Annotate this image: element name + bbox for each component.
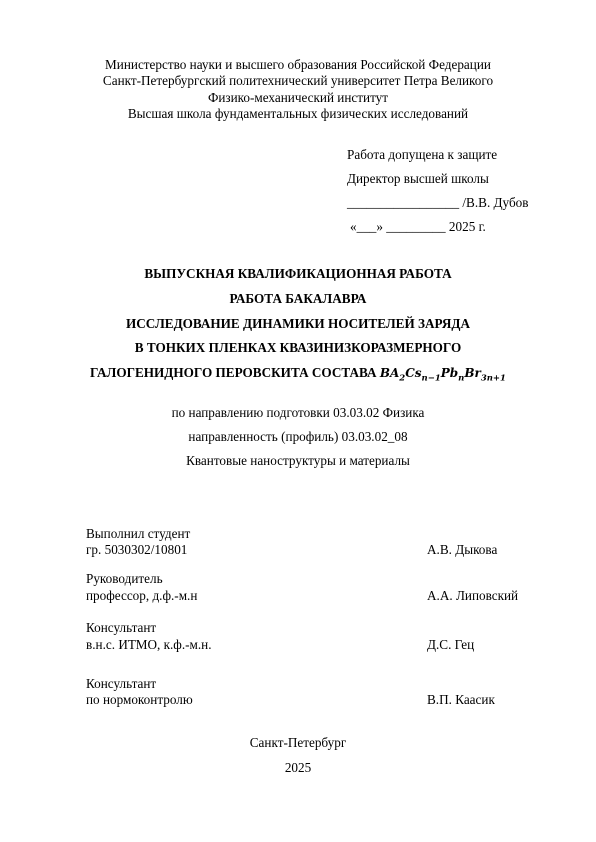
approval-date-line: «___» _________ 2025 г.	[350, 219, 486, 234]
consultant-title: в.н.с. ИТМО, к.ф.-м.н.	[86, 637, 212, 652]
student-group: гр. 5030302/10801	[86, 542, 188, 557]
institute-line: Физико-механический институт	[207, 90, 389, 105]
student-name: А.В. Дыкова	[427, 542, 498, 557]
direction-line: по направлению подготовки 03.03.02 Физика	[171, 405, 425, 420]
school-line: Высшая школа фундаментальных физических исследований	[127, 106, 469, 121]
consultant-role: Консультант	[86, 620, 157, 635]
approval-admitted: Работа допущена к защите	[347, 147, 498, 162]
normcontrol-name: В.П. Каасик	[427, 692, 495, 707]
city: Санкт-Петербург	[249, 735, 347, 750]
supervisor-name: А.А. Липовский	[427, 588, 519, 603]
approval-signature-line: _________________ /В.В. Дубов	[347, 195, 529, 210]
normcontrol-role: Консультант	[86, 676, 157, 691]
work-type-title: ВЫПУСКНАЯ КВАЛИФИКАЦИОННАЯ РАБОТА	[144, 266, 452, 281]
ministry-line: Министерство науки и высшего образования Российской Федерации	[105, 57, 491, 72]
year: 2025	[284, 760, 312, 775]
chemical-formula: $BA_2Cs_{n-1}Pb_nBr_{3n+1}$	[379, 366, 506, 384]
student-role: Выполнил студент	[86, 526, 191, 541]
consultant-name: Д.С. Гец	[427, 637, 475, 652]
normcontrol-title: по нормоконтролю	[86, 692, 193, 707]
profile-line: направленность (профиль) 03.03.02_08	[188, 429, 408, 444]
thesis-title-line-3-text: ГАЛОГЕНИДНОГО ПЕРОВСКИТА СОСТАВА	[90, 365, 377, 380]
thesis-title-line-1: ИССЛЕДОВАНИЕ ДИНАМИКИ НОСИТЕЛЕЙ ЗАРЯДА	[125, 316, 470, 331]
approval-director: Директор высшей школы	[347, 171, 489, 186]
thesis-title-line-2: В ТОНКИХ ПЛЕНКАХ КВАЗИНИЗКОРАЗМЕРНОГО	[134, 340, 462, 355]
specialization-line: Квантовые наноструктуры и материалы	[186, 453, 410, 468]
supervisor-title: профессор, д.ф.-м.н	[86, 588, 198, 603]
degree-title: РАБОТА БАКАЛАВРА	[229, 291, 367, 306]
university-line: Санкт-Петербургский политехнический университет Петра Великого	[102, 73, 494, 88]
supervisor-role: Руководитель	[86, 571, 163, 586]
thesis-title-line-3	[0, 365, 596, 383]
